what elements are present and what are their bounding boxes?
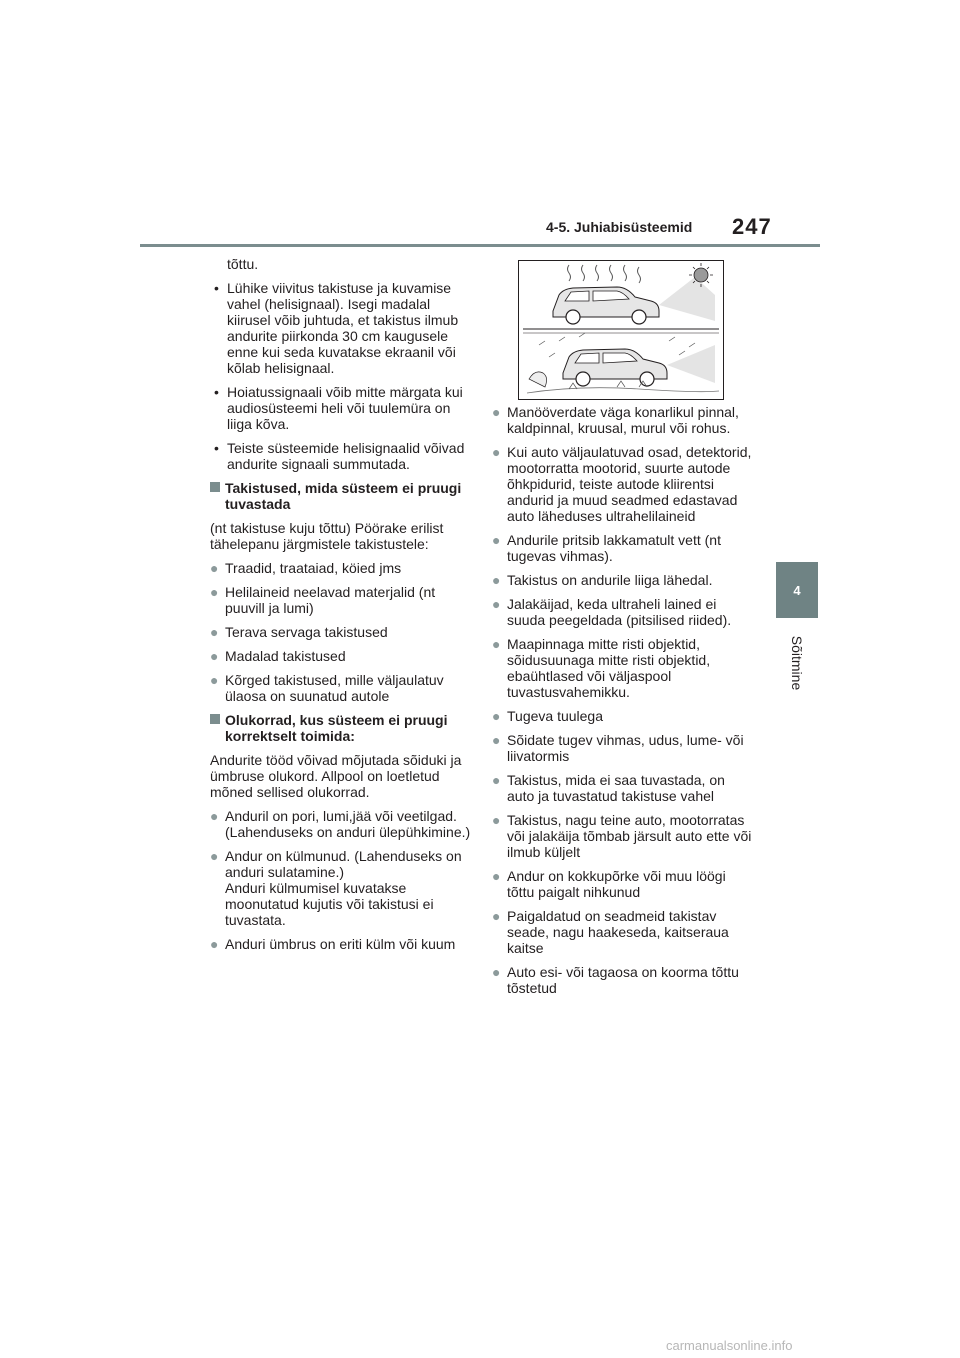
- heading-text: Takistused, mida süsteem ei pruugi tuvastada: [225, 480, 462, 512]
- list-item: [492, 908, 754, 956]
- bullet-icon: ●: [492, 772, 501, 788]
- dash-item: [210, 384, 472, 432]
- list-item: [492, 636, 754, 700]
- dash-marker-icon: •: [214, 440, 219, 456]
- list-item: [492, 444, 754, 524]
- dash-item-text: Teiste süsteemide helisignaalid võivad andurite signaali summutada.: [227, 440, 465, 472]
- list-item-text: Manööverdate väga konarlikul pinnal, kaldpinnal, kruusal, murul või rohus.: [507, 404, 739, 436]
- list-item-text: Helilaineid neelavad materjalid (nt puuvill ja lumi): [225, 584, 436, 616]
- list-item: [492, 812, 754, 860]
- list-item-text: Paigaldatud on seadmeid takistav seade, nagu haakeseda, kaitseraua kaitse: [507, 908, 729, 956]
- list-item-text: Takistus on andurile liiga lähedal.: [507, 572, 713, 588]
- chapter-title: Sõitmine: [789, 635, 805, 691]
- list-item: [210, 808, 472, 840]
- list-item-text: Jalakäijad, keda ultraheli lained ei suuda peegeldada (pitsilised riided).: [507, 596, 732, 628]
- chapter-label: [776, 628, 818, 698]
- bullet-icon: ●: [492, 732, 501, 748]
- dash-item: [210, 440, 472, 472]
- dash-item-text: Hoiatussignaali võib mitte märgata kui audiosüsteemi heli või tuulemüra on liiga kõva.: [227, 384, 463, 432]
- list-item-text: Sõidate tugev vihmas, udus, lume- või liivatormis: [507, 732, 744, 764]
- chapter-tab[interactable]: [776, 562, 818, 618]
- bullet-icon: ●: [492, 708, 501, 724]
- list-item: [210, 624, 472, 640]
- dash-item: [210, 280, 472, 376]
- intro-paragraph: (nt takistuse kuju tõttu) Pöörake erilist tähelepanu järgmistele takistustele:: [210, 520, 444, 552]
- watermark-link[interactable]: carmanualsonline.info: [666, 1338, 793, 1353]
- list-item: [210, 936, 472, 952]
- list-item-text: Maapinnaga mitte risti objektid, sõidusuunaga mitte risti objektid, ebaühtlased või väljaspool tuvastusvahemikku.: [507, 636, 711, 700]
- bullet-icon: ●: [492, 964, 501, 980]
- list-item-text: Andur on kokkupõrke või muu löögi tõttu paigalt nihkunud: [507, 868, 726, 900]
- dash-item-text: Lühike viivitus takistuse ja kuvamise vahel (helisignaal). Isegi madalal kiirusel võib juhtuda, et takistus ilmub andurite piirkonda 30 cm kaugusele enne kui seda kuvatakse ekraanil või kõlab helisignaal.: [227, 280, 459, 376]
- list-item-text: Takistus, nagu teine auto, mootorratas või jalakäija tõmbab järsult auto ette või ilmub küljelt: [507, 812, 752, 860]
- list-item: [492, 404, 754, 436]
- section-title: 4-5. Juhiabisüsteemid: [546, 219, 693, 235]
- bullet-icon: ●: [210, 584, 219, 600]
- list-item: [492, 572, 754, 588]
- list-item-text: Kõrged takistused, mille väljaulatuv ülaosa on suunatud autole: [225, 672, 444, 704]
- list-item: [492, 732, 754, 764]
- illustration-graphic: [519, 261, 723, 399]
- bullet-icon: ●: [492, 636, 501, 652]
- header-divider: [140, 244, 820, 247]
- bullet-icon: ●: [492, 908, 501, 924]
- list-item-text: Takistus, mida ei saa tuvastada, on auto ja tuvastatud takistuse vahel: [507, 772, 725, 804]
- bullet-icon: ●: [210, 808, 219, 824]
- left-column: [210, 256, 472, 960]
- list-item-text: Kui auto väljaulatuvad osad, detektorid, mootorratta mootorid, suurte autode õhkpidurid, teiste autode kliirentsi andurid ja muud seadmed edastavad auto läheduses ultrahelilaineid: [507, 444, 752, 524]
- bullet-icon: ●: [210, 848, 219, 864]
- list-item: [210, 672, 472, 704]
- dash-marker-icon: •: [214, 384, 219, 400]
- bullet-icon: ●: [492, 404, 501, 420]
- list-item: [492, 532, 754, 564]
- intro-paragraph: Andurite tööd võivad mõjutada sõiduki ja ümbruse olukord. Allpool on loetletud mõned sellised olukorrad.: [210, 752, 462, 800]
- list-item: [492, 708, 754, 724]
- list-item: [492, 596, 754, 628]
- list-item: [210, 848, 472, 928]
- list-item: [492, 868, 754, 900]
- list-item-text: Anduri ümbrus on eriti külm või kuum: [225, 936, 456, 952]
- bullet-icon: ●: [492, 812, 501, 828]
- page-number: 247: [732, 214, 772, 239]
- list-item-text: Traadid, traataiad, köied jms: [225, 560, 402, 576]
- section-heading: [210, 480, 472, 512]
- square-marker-icon: [210, 714, 220, 724]
- car-heat-icon: [553, 265, 715, 324]
- bullet-icon: ●: [492, 444, 501, 460]
- list-item-text: Andurile pritsib lakkamatult vett (nt tugevas vihmas).: [507, 532, 721, 564]
- list-item-text: Andur on külmunud. (Lahenduseks on anduri sulatamine.) Anduri külmumisel kuvatakse moonutatud kujutis või takistusi ei tuvastata.: [225, 848, 462, 928]
- right-column: [492, 404, 754, 1004]
- heading-text: Olukorrad, kus süsteem ei pruugi korrektselt toimida:: [225, 712, 448, 744]
- list-item-text: Madalad takistused: [225, 648, 346, 664]
- bullet-icon: ●: [492, 532, 501, 548]
- dash-marker-icon: •: [214, 280, 219, 296]
- section-heading: [210, 712, 472, 744]
- bullet-icon: ●: [210, 672, 219, 688]
- list-item: [210, 648, 472, 664]
- list-item-text: Tugeva tuulega: [507, 708, 603, 724]
- list-item: [210, 584, 472, 616]
- list-item: [210, 560, 472, 576]
- bullet-icon: ●: [210, 648, 219, 664]
- illustration-sensor-conditions: [518, 260, 724, 400]
- bullet-icon: ●: [210, 624, 219, 640]
- bullet-icon: ●: [210, 936, 219, 952]
- bullet-icon: ●: [492, 596, 501, 612]
- car-snow-icon: [527, 333, 719, 393]
- bullet-icon: ●: [492, 868, 501, 884]
- list-item-text: Anduril on pori, lumi,jää või veetilgad. (Lahenduseks on anduri ülepühkimine.): [225, 808, 471, 840]
- list-item-text: Auto esi- või tagaosa on koorma tõttu tõstetud: [507, 964, 739, 996]
- chapter-number: 4: [793, 582, 801, 598]
- continued-text: tõttu.: [227, 256, 259, 272]
- list-item: [492, 964, 754, 996]
- bullet-icon: ●: [210, 560, 219, 576]
- bullet-icon: ●: [492, 572, 501, 588]
- list-item: [492, 772, 754, 804]
- list-item-text: Terava servaga takistused: [225, 624, 388, 640]
- square-marker-icon: [210, 482, 220, 492]
